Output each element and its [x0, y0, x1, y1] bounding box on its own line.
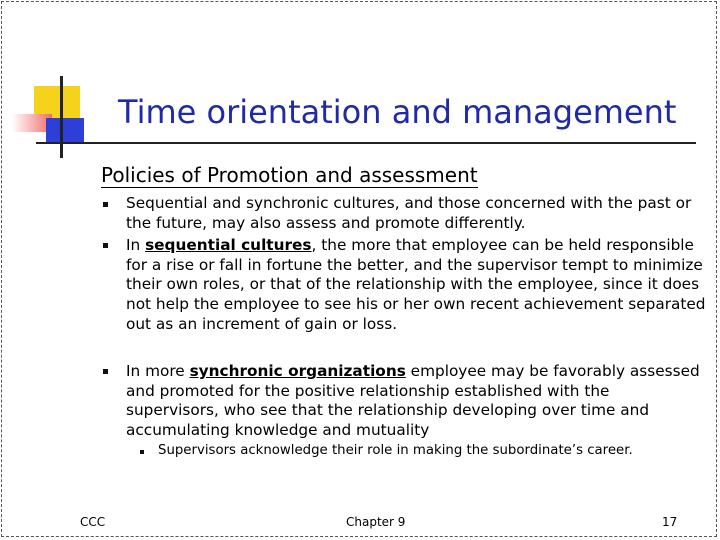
- bullet-text-1: [126, 194, 706, 233]
- bullet-1-text: Sequential and synchronic cultures, and those concerned with the past or the future, may also assess and promote differently.: [126, 194, 692, 232]
- bullet-3-emphasis: synchronic organizations: [189, 362, 406, 380]
- bullet-marker: [103, 369, 108, 374]
- slide-title: Time orientation and management: [118, 93, 677, 131]
- bullet-text-2: [126, 236, 706, 335]
- bullet-2-emphasis: sequential cultures: [145, 236, 312, 254]
- sub-bullet-marker: [140, 450, 144, 454]
- bullet-text-3: [126, 362, 706, 441]
- bullet-3-post: employee may be favorably assessed and promoted for the positive relationship established with the supervisors, who see that the relationship developing over time and accumulating knowledge and mutuality: [126, 362, 700, 440]
- footer-page-number: 17: [662, 515, 678, 529]
- deco-blue-square: [46, 118, 84, 144]
- bullet-marker: [103, 243, 108, 248]
- subheading: Policies of Promotion and assessment: [101, 163, 478, 187]
- bullet-marker: [103, 202, 108, 207]
- bullet-3-pre: In more: [126, 362, 190, 380]
- footer-left: CCC: [80, 515, 106, 529]
- deco-vertical-line: [60, 76, 63, 158]
- footer-center: Chapter 9: [346, 515, 406, 529]
- sub-bullet-text: Supervisors acknowledge their role in making the subordinate’s career.: [158, 443, 633, 458]
- bullet-2-post: , the more that employee can be held responsible for a rise or fall in fortune the better, and the supervisor tempt to minimize their own roles, or that of the relationship with the employee, since it does not help the employee to see his or her own recent achievement separated out as an increment of gain or loss.: [126, 236, 706, 333]
- title-rule: [36, 142, 696, 144]
- bullet-2-pre: In: [126, 236, 146, 254]
